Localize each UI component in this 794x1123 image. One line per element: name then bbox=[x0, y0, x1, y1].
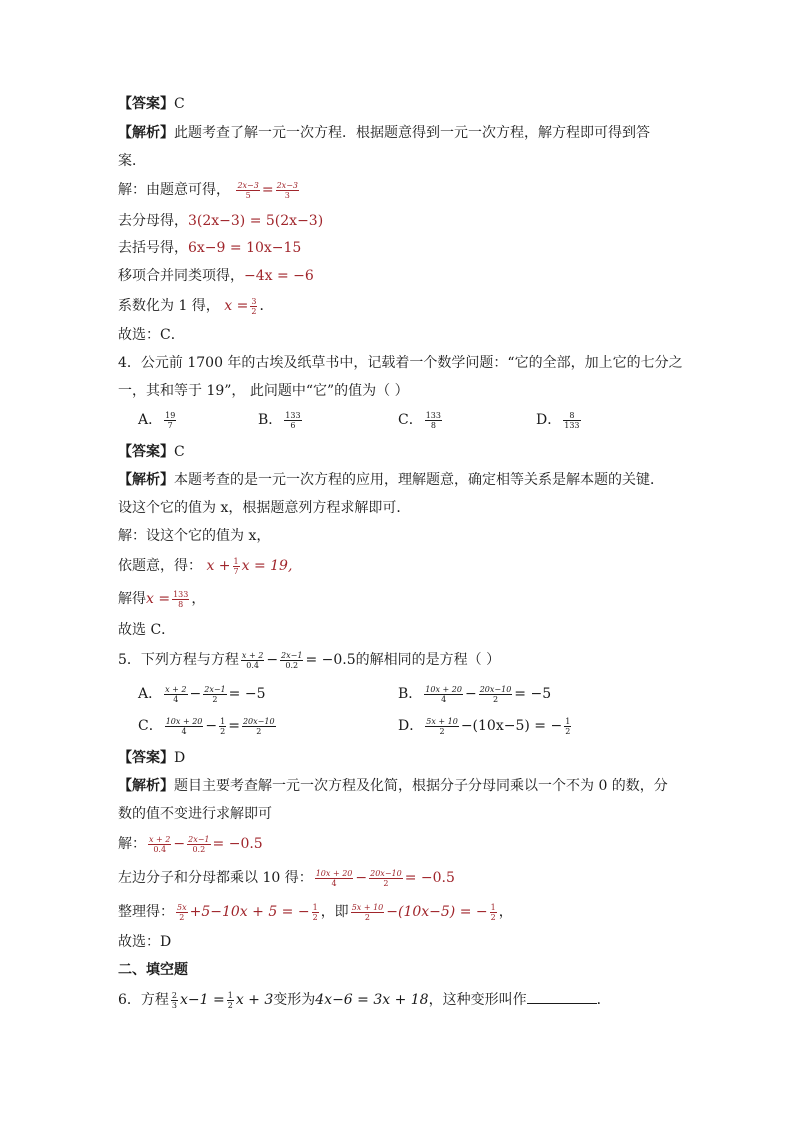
q4-choose: 故选 C． bbox=[118, 622, 176, 638]
answer-tag: 【答案】 bbox=[118, 96, 174, 112]
q3-solution-line bbox=[118, 180, 301, 200]
analysis-tag: 【解析】 bbox=[118, 125, 174, 141]
fraction: $\frac{10x + 20}{4}$ bbox=[165, 716, 203, 736]
equation: $\frac{5x + 10}{2}$ −(10x−5) = − $\frac{1}{2}$ bbox=[351, 902, 496, 922]
q3-answer-line bbox=[118, 94, 185, 114]
q3-analysis-line1 bbox=[118, 123, 650, 143]
q3-step4: 系数化为 1 得， x = $\frac{3}{2}$ ． bbox=[118, 296, 274, 316]
analysis-tag: 【解析】 bbox=[118, 472, 174, 488]
q4-option-c: C． $\frac{133}{8}$ bbox=[398, 410, 441, 430]
equation: $\frac{2x-3}{5}$ = $\frac{2x-3}{3}$ bbox=[237, 180, 298, 200]
q3-step2: 去括号得，6x−9 = 10x−15 bbox=[118, 240, 302, 256]
analysis-text: 此题考查了解一元一次方程．根据题意得到一元一次方程，解方程即可得到答 bbox=[174, 125, 650, 141]
fraction: $\frac{20x-10}{2}$ bbox=[370, 868, 402, 888]
fraction: $\frac{x + 2}{0.4}$ bbox=[149, 834, 171, 854]
fraction: $\frac{133}{6}$ bbox=[285, 410, 301, 430]
q4-option-b: B． $\frac{133}{6}$ bbox=[258, 410, 301, 430]
fraction: $\frac{1}{2}$ bbox=[312, 902, 318, 922]
q3-step3: 移项合并同类项得，−4x = −6 bbox=[118, 268, 314, 284]
fraction: $\frac{20x-10}{2}$ bbox=[479, 684, 512, 704]
fraction: $\frac{2x-3}{5}$ bbox=[237, 180, 259, 200]
fraction: $\frac{133}{8}$ bbox=[425, 410, 441, 430]
q4-analysis-line1: 【解析】本题考查的是一元一次方程的应用，理解题意，确定相等关系是解本题的关键． bbox=[118, 472, 664, 488]
analysis-tag: 【解析】 bbox=[118, 778, 174, 794]
fraction: $\frac{2x-3}{3}$ bbox=[276, 180, 298, 200]
equation: $\frac{10x + 20}{4}$ − $\frac{20x-10}{2}$ = −0.5 bbox=[315, 868, 455, 888]
fraction: $\frac{2}{3}$ bbox=[171, 990, 178, 1010]
fraction: $\frac{1}{2}$ bbox=[565, 716, 571, 736]
fraction: $\frac{10x + 20}{4}$ bbox=[425, 684, 462, 704]
q3-step1: 去分母得，3(2x−3) = 5(2x−3) bbox=[118, 213, 324, 229]
equation: $\frac{x + 2}{0.4}$ − $\frac{2x-1}{0.2}$ = −0.5 bbox=[149, 834, 263, 854]
fraction: $\frac{1}{2}$ bbox=[490, 902, 496, 922]
q5-step1: 左边分子和分母都乘以 10 得： $\frac{10x + 20}{4}$ − $\frac{20x-10}{2}$ = −0.5 bbox=[118, 868, 455, 888]
answer-value: C bbox=[174, 96, 185, 112]
q5-step2: 整理得： $\frac{5x}{2}$ +5−10x + 5 = − $\frac{1}{2}$ ，即 $\frac{5x + 10}{2}$ −(10x−5) = − $\frac{1}{2}$ ， bbox=[118, 902, 513, 922]
q4-analysis-line2: 设这个它的值为 x，根据题意列方程求解即可． bbox=[118, 500, 411, 516]
fraction: $\frac{8}{133}$ bbox=[564, 410, 580, 430]
q4-solution-line3: 解得x = $\frac{133}{8}$ ， bbox=[118, 589, 206, 609]
q5-answer-line bbox=[118, 748, 185, 768]
fraction: $\frac{x + 2}{0.4}$ bbox=[241, 650, 264, 670]
fraction: $\frac{5x + 10}{2}$ bbox=[426, 716, 458, 736]
fraction: $\frac{5x}{2}$ bbox=[177, 902, 187, 922]
equation: 3(2x−3) = 5(2x−3) bbox=[188, 213, 324, 229]
fraction: $\frac{1}{2}$ bbox=[227, 990, 233, 1010]
equation: $\frac{2}{3}$ x−1 = $\frac{1}{2}$ x + 3 bbox=[171, 990, 274, 1010]
fraction: $\frac{x + 2}{4}$ bbox=[165, 684, 187, 704]
equation: x + $\frac{1}{7}$ x = 19, bbox=[206, 556, 293, 576]
solution-label: 解：由题意可得， bbox=[118, 182, 230, 198]
equation: $\frac{5x}{2}$ +5−10x + 5 = − $\frac{1}{2}$ bbox=[177, 902, 318, 922]
q4-option-a: A． $\frac{19}{7}$ bbox=[138, 410, 176, 430]
equation: −4x = −6 bbox=[244, 268, 314, 284]
q4-stem-line1: 4．公元前 1700 年的古埃及纸草书中，记载着一个数学问题：“它的全部，加上它的七分之 bbox=[118, 355, 683, 371]
fraction: $\frac{20x-10}{2}$ bbox=[242, 716, 275, 736]
q3-analysis-line2: 案． bbox=[118, 153, 146, 169]
fraction: $\frac{2x-1}{0.2}$ bbox=[188, 834, 210, 854]
fraction: $\frac{133}{8}$ bbox=[173, 589, 189, 609]
fraction: $\frac{2x-1}{0.2}$ bbox=[281, 650, 303, 670]
fraction: $\frac{3}{2}$ bbox=[251, 296, 257, 316]
q5-option-c: C． $\frac{10x + 20}{4}$ − $\frac{1}{2}$ = $\frac{20x-10}{2}$ bbox=[138, 716, 275, 736]
q4-stem-line2: 一，其和等于 19”， 此问题中“它”的值为（ ） bbox=[118, 383, 409, 399]
q5-solution-line: 解： $\frac{x + 2}{0.4}$ − $\frac{2x-1}{0.2}$ = −0.5 bbox=[118, 834, 263, 854]
fraction: $\frac{1}{2}$ bbox=[220, 716, 226, 736]
equation: 6x−9 = 10x−15 bbox=[188, 240, 302, 256]
q3-choose: 故选：C． bbox=[118, 327, 185, 343]
answer-tag: 【答案】 bbox=[118, 750, 174, 766]
answer-value: D bbox=[174, 750, 186, 766]
q4-answer-line bbox=[118, 442, 185, 462]
answer-tag: 【答案】 bbox=[118, 444, 174, 460]
fraction: $\frac{1}{7}$ bbox=[233, 556, 239, 576]
q5-analysis-line2: 数的值不变进行求解即可 bbox=[118, 806, 272, 822]
q4-option-d: D． $\frac{8}{133}$ bbox=[536, 410, 580, 430]
equation: x = $\frac{133}{8}$ bbox=[146, 589, 189, 609]
q4-solution-line2: 依题意，得： x + $\frac{1}{7}$ x = 19, bbox=[118, 556, 293, 576]
section-title: 二、填空题 bbox=[118, 962, 188, 978]
q5-choose: 故选：D bbox=[118, 934, 172, 950]
fraction: $\frac{2x-1}{2}$ bbox=[204, 684, 226, 704]
q5-option-a: A． $\frac{x + 2}{4}$ − $\frac{2x-1}{2}$ = −5 bbox=[138, 684, 266, 704]
fraction: $\frac{10x + 20}{4}$ bbox=[315, 868, 353, 888]
equation: $\frac{x + 2}{0.4}$ − $\frac{2x-1}{0.2}$ = −0.5 bbox=[241, 650, 356, 670]
equation: 4x−6 = 3x + 18 bbox=[315, 992, 429, 1008]
q4-solution-line1: 解：设这个它的值为 x， bbox=[118, 528, 271, 544]
answer-value: C bbox=[174, 444, 185, 460]
answer-blank[interactable] bbox=[527, 991, 597, 1004]
q5-stem: 5．下列方程与方程 $\frac{x + 2}{0.4}$ − $\frac{2x-1}{0.2}$ = −0.5的解相同的是方程（ ） bbox=[118, 650, 501, 670]
q5-analysis-line1: 【解析】题目主要考查解一元一次方程及化简，根据分子分母同乘以一个不为 0 的数，分 bbox=[118, 778, 668, 794]
fraction: $\frac{19}{7}$ bbox=[165, 410, 176, 430]
fraction: $\frac{5x + 10}{2}$ bbox=[351, 902, 384, 922]
q5-option-d: D． $\frac{5x + 10}{2}$ −(10x−5) = − $\frac{1}{2}$ bbox=[398, 716, 571, 736]
q6-stem: 6．方程 $\frac{2}{3}$ x−1 = $\frac{1}{2}$ x + 3变形为4x−6 = 3x + 18，这种变形叫作 ． bbox=[118, 990, 611, 1010]
q5-option-b: B． $\frac{10x + 20}{4}$ − $\frac{20x-10}{2}$ = −5 bbox=[398, 684, 552, 704]
